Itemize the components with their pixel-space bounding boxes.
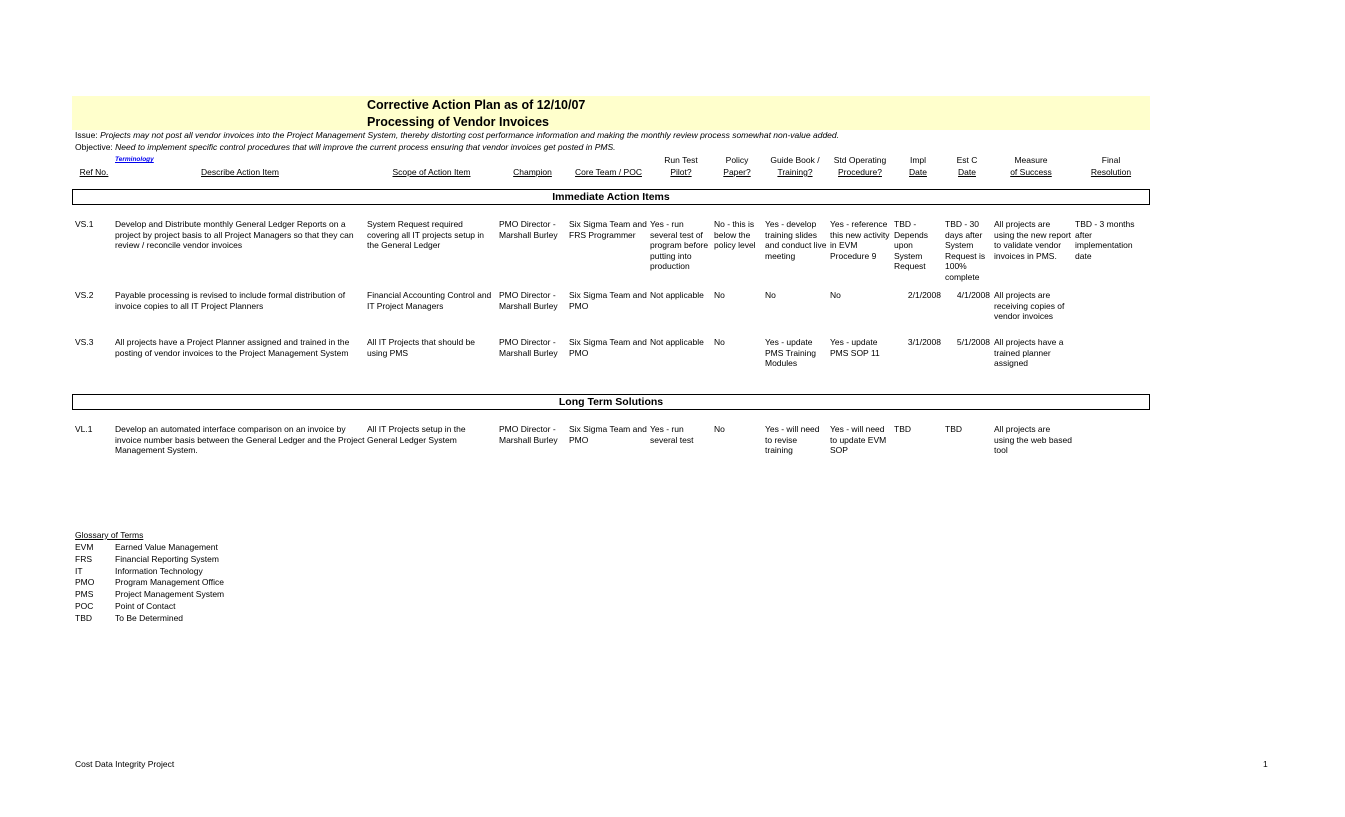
- cell-impl-date: TBD: [894, 424, 911, 434]
- cell-measure: All projects are using the new report to validate vendor invoices in PMS.: [994, 219, 1072, 261]
- glossary-abbr: EVM: [75, 542, 94, 552]
- cell-policy: No: [714, 290, 725, 300]
- glossary-abbr: FRS: [75, 554, 92, 564]
- glossary-abbr: PMS: [75, 589, 94, 599]
- title-band: [72, 96, 1150, 130]
- cell-describe: Payable processing is revised to include formal distribution of invoice copies to all IT Project Planners: [115, 290, 346, 311]
- page-subtitle: Processing of Vendor Invoices: [367, 115, 550, 129]
- header-scope: Scope of Action Item: [392, 167, 471, 177]
- cell-scope: All IT Projects setup in the General Ledger System: [367, 424, 466, 445]
- glossary-abbr: PMO: [75, 577, 95, 587]
- issue-label: Issue:: [75, 130, 98, 140]
- cell-run-test: Not applicable: [650, 337, 704, 347]
- cell-estc-date: TBD: [945, 424, 962, 434]
- cell-champion: PMO Director - Marshall Burley: [499, 424, 558, 445]
- cell-core-team: Six Sigma Team and PMO: [569, 337, 647, 358]
- glossary-abbr: IT: [75, 566, 83, 576]
- section-immediate-action-items: Immediate Action Items: [72, 189, 1150, 205]
- cell-champion: PMO Director - Marshall Burley: [499, 337, 558, 358]
- header-sop: Std Operating Procedure?: [833, 155, 887, 177]
- cell-measure: All projects are receiving copies of vendor invoices: [994, 290, 1065, 321]
- cell-impl-date: 2/1/2008: [907, 290, 941, 300]
- cell-run-test: Yes - run several test of program before putting into production: [650, 219, 709, 271]
- cell-scope: All IT Projects that should be using PMS: [367, 337, 476, 358]
- cell-guide: Yes - develop training slides and conduct live meeting: [765, 219, 827, 261]
- cell-estc-date: 5/1/2008: [956, 337, 990, 347]
- glossary-abbr: TBD: [75, 613, 92, 623]
- glossary-term: Information Technology: [115, 566, 203, 576]
- cell-guide: Yes - will need to revise training: [765, 424, 820, 455]
- cell-run-test: Not applicable: [650, 290, 704, 300]
- cell-policy: No - this is below the policy level: [714, 219, 756, 250]
- cell-sop: Yes - reference this new activity in EVM Procedure 9: [830, 219, 890, 261]
- terminology-link[interactable]: Terminology: [115, 156, 154, 163]
- cell-estc-date: TBD - 30 days after System Request is 100% complete: [945, 219, 986, 282]
- cell-describe: All projects have a Project Planner assigned and trained in the posting of vendor invoices to the Project Management System: [115, 337, 350, 358]
- cell-policy: No: [714, 337, 725, 347]
- objective-label: Objective:: [75, 142, 113, 152]
- header-core-team: Core Team / POC: [575, 167, 642, 177]
- cell-policy: No: [714, 424, 725, 434]
- section-long-term-solutions: Long Term Solutions: [72, 394, 1150, 410]
- glossary-term: Financial Reporting System: [115, 554, 219, 564]
- glossary-term: To Be Determined: [115, 613, 184, 623]
- glossary-term: Point of Contact: [115, 601, 176, 611]
- cell-core-team: Six Sigma Team and PMO: [569, 424, 647, 445]
- cell-sop: Yes - will need to update EVM SOP: [830, 424, 887, 455]
- glossary-title: Glossary of Terms: [75, 530, 144, 540]
- cell-sop: Yes - update PMS SOP 11: [830, 337, 880, 358]
- glossary-term: Program Management Office: [115, 577, 224, 587]
- glossary-term: Earned Value Management: [115, 542, 218, 552]
- header-ref-no: Ref No.: [79, 167, 109, 177]
- cell-ref: VS.2: [75, 290, 94, 300]
- issue-text: Projects may not post all vendor invoices into the Project Management System, thereby distorting cost performance information and making the monthly review process somewhat non-value added.: [100, 130, 839, 140]
- header-run-test: Run Test Pilot?: [664, 155, 698, 177]
- header-champion: Champion: [513, 167, 552, 177]
- cell-impl-date: 3/1/2008: [907, 337, 941, 347]
- footer-project-name: Cost Data Integrity Project: [75, 759, 175, 769]
- objective-text: Need to implement specific control procedures that will improve the current process ensuring that vendor invoices get posted in PMS.: [115, 142, 616, 152]
- cell-ref: VS.3: [75, 337, 94, 347]
- cell-ref: VL.1: [75, 424, 93, 434]
- cell-ref: VS.1: [75, 219, 94, 229]
- cell-measure: All projects have a trained planner assigned: [994, 337, 1064, 368]
- header-final: Final Resolution: [1090, 155, 1132, 177]
- cell-guide: Yes - update PMS Training Modules: [765, 337, 817, 368]
- cell-final: TBD - 3 months after implementation date: [1075, 219, 1135, 261]
- cell-champion: PMO Director - Marshall Burley: [499, 219, 558, 240]
- page-title: Corrective Action Plan as of 12/10/07: [367, 98, 586, 112]
- header-estc-date: Est C Date: [956, 155, 978, 177]
- header-guide-book: Guide Book / Training?: [770, 155, 820, 177]
- cell-core-team: Six Sigma Team and PMO: [569, 290, 647, 311]
- cell-sop: No: [830, 290, 841, 300]
- glossary-term: Project Management System: [115, 589, 225, 599]
- footer-page-number: 1: [1263, 759, 1268, 769]
- cell-champion: PMO Director - Marshall Burley: [499, 290, 558, 311]
- issue-statement: [75, 130, 839, 141]
- header-policy: Policy Paper?: [723, 155, 751, 177]
- cell-impl-date: TBD - Depends upon System Request: [894, 219, 929, 271]
- header-measure: Measure of Success: [1010, 155, 1052, 177]
- cell-scope: Financial Accounting Control and IT Project Managers: [367, 290, 492, 311]
- cell-describe: Develop and Distribute monthly General Ledger Reports on a project by project basis to all Project Managers so that they can review / reconcile vendor invoices: [115, 219, 354, 250]
- header-describe: Describe Action Item: [201, 167, 279, 177]
- glossary-abbr: POC: [75, 601, 94, 611]
- cell-measure: All projects are using the web based tool: [994, 424, 1072, 455]
- cell-scope: System Request required covering all IT projects setup in the General Ledger: [367, 219, 485, 250]
- cell-guide: No: [765, 290, 776, 300]
- cell-estc-date: 4/1/2008: [956, 290, 990, 300]
- cell-describe: Develop an automated interface comparison on an invoice by invoice number basis between the General Ledger and the Project Management System.: [115, 424, 365, 455]
- header-impl-date: Impl Date: [909, 155, 927, 177]
- cell-core-team: Six Sigma Team and FRS Programmer: [569, 219, 647, 240]
- cell-run-test: Yes - run several test: [650, 424, 694, 445]
- objective-statement: [75, 142, 616, 153]
